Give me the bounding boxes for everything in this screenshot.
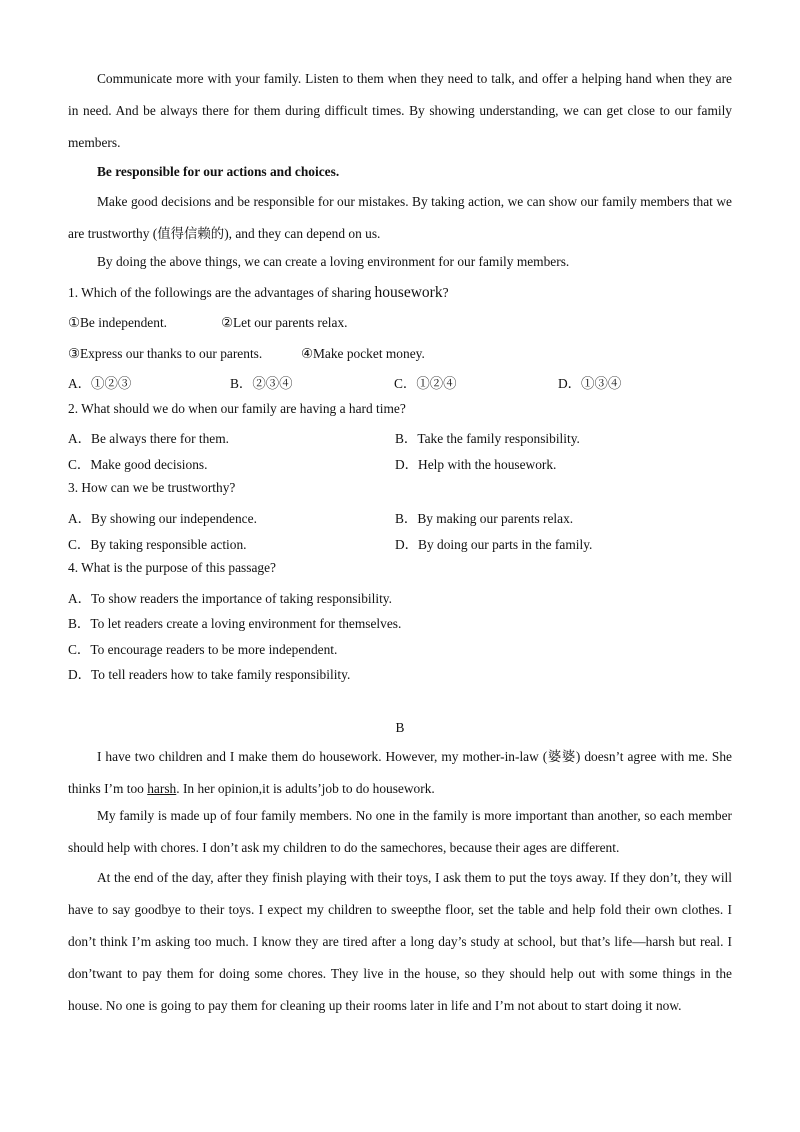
- question-4-stem: 4. What is the purpose of this passage?: [68, 560, 277, 575]
- question-3-option-c[interactable]: C．By taking responsible action.: [68, 537, 247, 552]
- question-4-option-a[interactable]: A．To show readers the importance of taking responsibility.: [68, 591, 392, 606]
- question-2-option-c[interactable]: C．Make good decisions.: [68, 457, 208, 472]
- question-1-item-1: ①Be independent.: [68, 315, 168, 330]
- question-1-stem-text: 1. Which of the followings are the advantages of sharing: [68, 285, 375, 300]
- question-1-stem-end: ?: [442, 285, 449, 300]
- passage-b-paragraph-3: At the end of the day, after they finish playing with their toys, I ask them to put the toys away. If they don’t, they will have to say goodbye to their toys. I expect my children to sweepthe floor, set the table and help fold their own clothes. I don’t think I’m asking too much. I know they are tired after a long day’s study at school, but that’s life—harsh but real. I don’twant to pay them for doing some chores. They live in the house, so they should help out with some things in the house. No one is going to pay them for cleaning up their rooms later in life and I’m not about to start doing it now.: [68, 870, 732, 1013]
- passage-b-paragraph-2: My family is made up of four family members. No one in the family is more important than another, so each member should help with chores. I don’t ask my children to do the samechores, because their ages are different.: [68, 808, 732, 855]
- question-3-option-b[interactable]: B．By making our parents relax.: [395, 511, 574, 526]
- passage-a-paragraph-3: By doing the above things, we can create a loving environment for our family members.: [97, 254, 570, 269]
- question-3-option-d[interactable]: D．By doing our parts in the family.: [395, 537, 593, 552]
- passage-b-paragraph-1-start: I have two children and I make them do housework. However, my mother-in-law (婆婆) doesn’t agree with me. She thinks I’m too: [68, 749, 732, 796]
- question-4-option-c[interactable]: C．To encourage readers to be more independent.: [68, 642, 338, 657]
- passage-b-title: B: [395, 720, 405, 735]
- question-1-item-2: ②Let our parents relax.: [221, 315, 348, 330]
- underlined-word-harsh: harsh: [147, 781, 177, 796]
- question-3-stem: 3. How can we be trustworthy?: [68, 480, 236, 495]
- question-2-option-a[interactable]: A．Be always there for them.: [68, 431, 230, 446]
- passage-a-paragraph-1: Communicate more with your family. Listen to them when they need to talk, and offer a helping hand when they are in need. And be always there for them during difficult times. By showing understanding, we can get close to our family members.: [68, 71, 732, 150]
- question-1-item-4: ④Make pocket money.: [301, 346, 425, 361]
- question-3-option-a[interactable]: A．By showing our independence.: [68, 511, 257, 526]
- question-2-stem: 2. What should we do when our family are having a hard time?: [68, 401, 406, 416]
- question-1-option-b[interactable]: B．②③④: [230, 376, 293, 391]
- question-1-item-3: ③Express our thanks to our parents.: [68, 346, 263, 361]
- passage-b-paragraph-1: [68, 741, 732, 805]
- question-1-stem: [68, 284, 449, 302]
- passage-b-paragraph-1-end: . In her opinion,it is adults’job to do housework.: [176, 781, 435, 796]
- question-1-option-c[interactable]: C．①②④: [394, 376, 457, 391]
- question-4-option-b[interactable]: B．To let readers create a loving environment for themselves.: [68, 616, 402, 631]
- question-1-keyword: housework: [374, 284, 443, 301]
- question-2-option-d[interactable]: D．Help with the housework.: [395, 457, 557, 472]
- question-2-option-b[interactable]: B．Take the family responsibility.: [395, 431, 580, 446]
- question-1-option-d[interactable]: D．①③④: [558, 376, 622, 391]
- passage-a-paragraph-2: Make good decisions and be responsible for our mistakes. By taking action, we can show our family members that we are trustworthy (值得信赖的), and they can depend on us.: [68, 194, 732, 241]
- question-1-option-a[interactable]: A．①②③: [68, 376, 132, 391]
- question-4-option-d[interactable]: D．To tell readers how to take family responsibility.: [68, 667, 351, 682]
- passage-a-heading: Be responsible for our actions and choices.: [97, 164, 340, 179]
